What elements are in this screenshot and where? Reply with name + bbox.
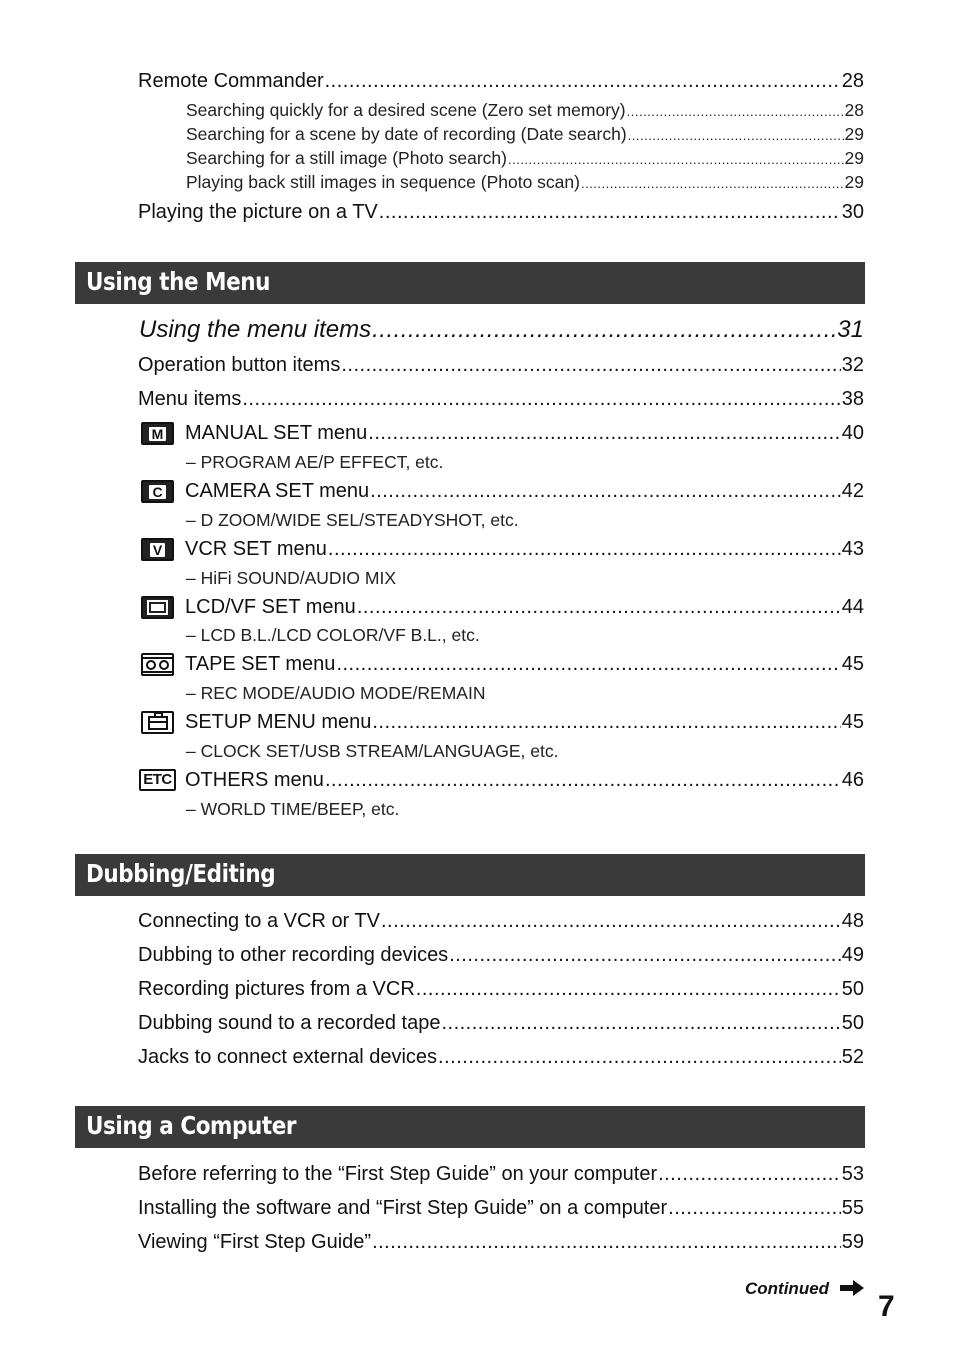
toc-entry-vcr-set-menu[interactable]: VCR SET menu ..... 43 xyxy=(185,538,864,564)
toc-entry-lcd-vf-set-menu[interactable]: LCD/VF SET menu ..... 44 xyxy=(185,596,864,622)
toc-entry-setup-menu[interactable]: SETUP MENU menu ..... 45 xyxy=(185,711,864,737)
toc-entry[interactable]: Dubbing to other recording devices ..... 49 xyxy=(138,944,864,970)
others-icon: ETC xyxy=(141,768,174,791)
toc-subentry[interactable]: Searching for a still image (Photo search) ..... 29 xyxy=(186,148,864,170)
tape-set-icon xyxy=(141,653,174,676)
menu-entry-description: – HiFi SOUND/AUDIO MIX xyxy=(186,568,397,588)
section-header-using-a-computer: Using a Computer xyxy=(75,1106,865,1148)
toc-entry[interactable]: Viewing “First Step Guide” ..... 59 xyxy=(138,1231,864,1257)
menu-entry-description: – LCD B.L./LCD COLOR/VF B.L., etc. xyxy=(186,625,480,645)
page-number: 7 xyxy=(878,1290,895,1323)
lcd-vf-set-icon xyxy=(141,596,174,619)
toc-entry-manual-set-menu[interactable]: MANUAL SET menu ..... 40 xyxy=(185,422,864,448)
continued-label: Continued xyxy=(745,1279,830,1298)
menu-entry-description: – D ZOOM/WIDE SEL/STEADYSHOT, etc. xyxy=(186,510,519,530)
toc-subentry[interactable]: Searching quickly for a desired scene (Zero set memory) ..... 28 xyxy=(186,100,864,122)
camera-set-icon: C xyxy=(141,480,174,503)
toc-entry[interactable]: Dubbing sound to a recorded tape ..... 50 xyxy=(138,1012,864,1038)
toc-entry-tape-set-menu[interactable]: TAPE SET menu ..... 45 xyxy=(185,653,864,679)
setup-menu-icon xyxy=(141,711,174,734)
continued-arrow-icon xyxy=(840,1280,864,1296)
toc-entry[interactable]: Recording pictures from a VCR ..... 50 xyxy=(138,978,864,1004)
toc-entry-operation-button-items[interactable]: Operation button items ..... 32 xyxy=(138,354,864,380)
menu-entry-description: – WORLD TIME/BEEP, etc. xyxy=(186,799,400,819)
toc-entry-remote-commander[interactable]: Remote Commander ..... 28 xyxy=(138,70,864,96)
toc-entry[interactable]: Before referring to the “First Step Guide” on your computer ..... 53 xyxy=(138,1163,864,1189)
toc-entry-tv[interactable]: Playing the picture on a TV ..... 30 xyxy=(138,201,864,227)
toc-entry[interactable]: Connecting to a VCR or TV ..... 48 xyxy=(138,910,864,936)
menu-entry-description: – PROGRAM AE/P EFFECT, etc. xyxy=(186,452,444,472)
toc-entry[interactable]: Jacks to connect external devices ..... 52 xyxy=(138,1046,864,1072)
section-header-using-the-menu: Using the Menu xyxy=(75,262,865,304)
toc-entry-others-menu[interactable]: OTHERS menu ..... 46 xyxy=(185,769,864,795)
vcr-set-icon: V xyxy=(141,538,174,561)
menu-entry-description: – CLOCK SET/USB STREAM/LANGUAGE, etc. xyxy=(186,741,559,761)
manual-set-icon: M xyxy=(141,422,174,445)
toc-entry-using-menu-items[interactable]: Using the menu items ..... 31 xyxy=(139,316,864,346)
toc-subentry[interactable]: Searching for a scene by date of recording (Date search) ..... 29 xyxy=(186,124,864,146)
toc-entry-camera-set-menu[interactable]: CAMERA SET menu ..... 42 xyxy=(185,480,864,506)
toc-subentry[interactable]: Playing back still images in sequence (Photo scan) ..... 29 xyxy=(186,172,864,194)
toc-entry-menu-items[interactable]: Menu items ..... 38 xyxy=(138,388,864,414)
menu-entry-description: – REC MODE/AUDIO MODE/REMAIN xyxy=(186,683,486,703)
section-header-dubbing-editing: Dubbing/Editing xyxy=(75,854,865,896)
toc-entry[interactable]: Installing the software and “First Step Guide” on a computer ..... 55 xyxy=(138,1197,864,1223)
